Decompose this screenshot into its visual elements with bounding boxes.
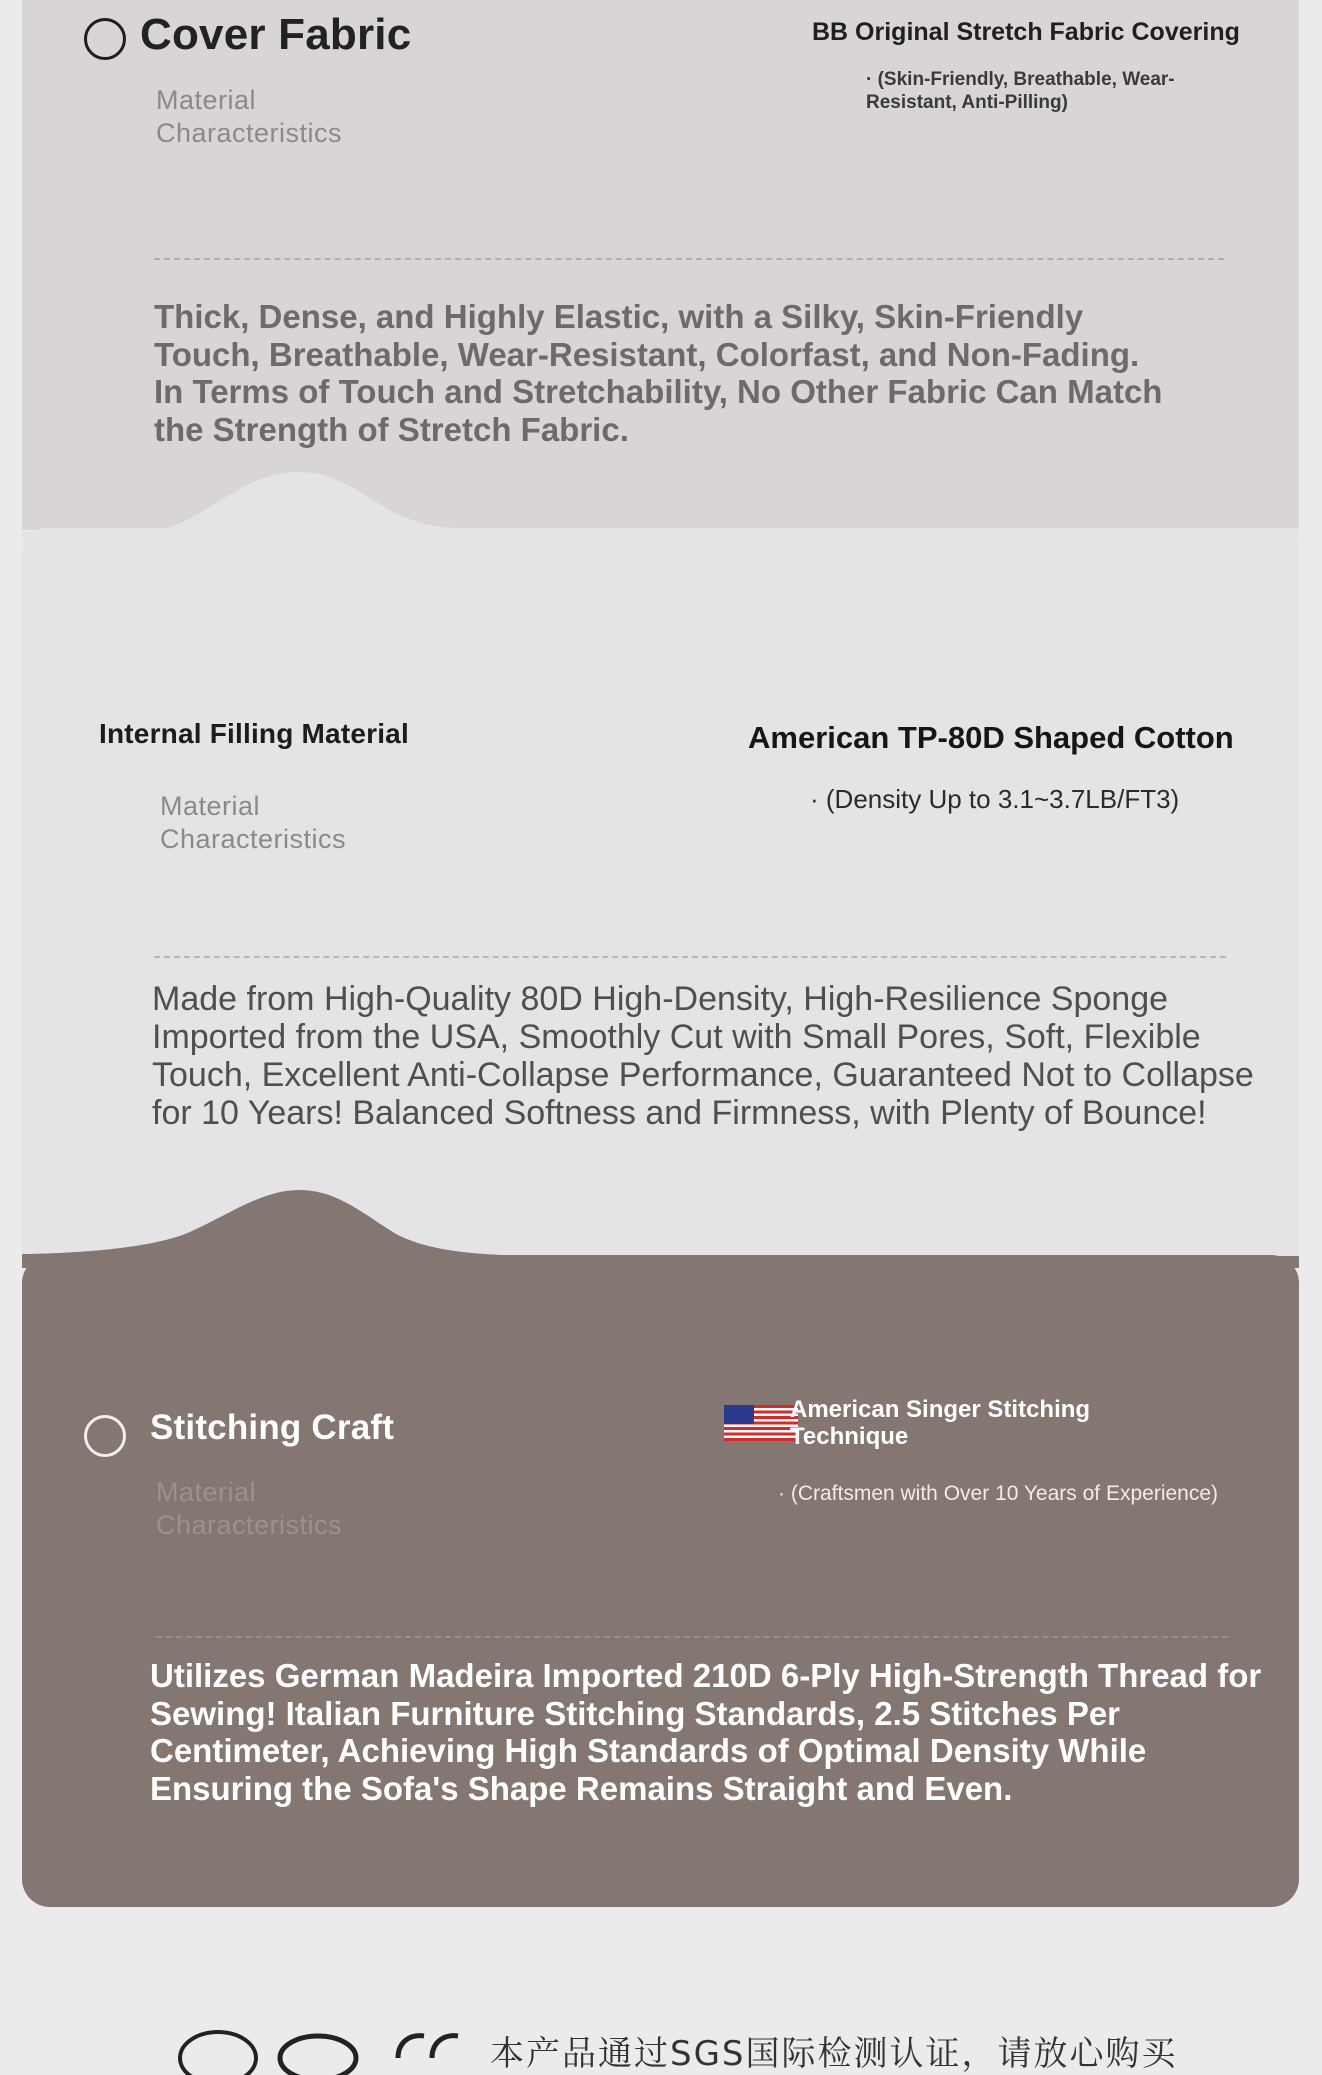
dashed-divider (154, 956, 1226, 958)
stitching-craft-description: Utilizes German Madeira Imported 210D 6-Ply High-Strength Thread for Sewing! Italian Furniture Stitching Standards, 2.5 Stitches Per Centimeter, Achieving High Standards of Optimal Density While Ensuring the Sofa's Shape Remains Straight and Even. (150, 1657, 1262, 1807)
material-characteristics-label: Material Characteristics (156, 85, 343, 148)
certification-text: 本产品通过SGS国际检测认证，请放心购买 (490, 2034, 1178, 2074)
radio-circle-icon (84, 18, 126, 60)
internal-filling-note: · (Density Up to 3.1~3.7LB/FT3) (810, 784, 1180, 814)
cover-fabric-description: Thick, Dense, and Highly Elastic, with a Silky, Skin-Friendly Touch, Breathable, Wear-Resistant, Colorfast, and Non-Fading. In Terms of Touch and Stretchability, No Other Fabric Can Match the Strength of Stretch Fabric. (154, 298, 1163, 448)
section-title-internal-filling: Internal Filling Material (99, 718, 409, 749)
internal-filling-panel (22, 528, 1299, 1258)
certification-logos-icon (178, 2028, 478, 2058)
us-flag-icon (724, 1405, 798, 1441)
material-characteristics-label: Material Characteristics (160, 791, 347, 854)
radio-circle-icon (84, 1415, 126, 1457)
material-characteristics-label: Material Characteristics (156, 1477, 343, 1540)
cover-fabric-note: · (Skin-Friendly, Breathable, Wear-Resistant, Anti-Pilling) (866, 69, 1175, 113)
stitching-technique-note: · (Craftsmen with Over 10 Years of Experience) (778, 1482, 1219, 1505)
section-title-cover-fabric: Cover Fabric (140, 10, 412, 59)
section-title-stitching-craft: Stitching Craft (150, 1408, 395, 1447)
dashed-divider (156, 1636, 1228, 1638)
dashed-divider (154, 258, 1224, 260)
internal-filling-description: Made from High-Quality 80D High-Density, High-Resilience Sponge Imported from the USA, Smoothly Cut with Small Pores, Soft, Flexible Touch, Excellent Anti-Collapse Performance, Guaranteed Not to Collapse for 10 Years! Balanced Softness and Firmness, with Plenty of Bounce! (152, 980, 1254, 1132)
internal-filling-name: American TP-80D Shaped Cotton (748, 720, 1234, 755)
stitching-technique-name: American Singer Stitching Technique (790, 1396, 1091, 1450)
stitching-craft-panel (22, 1255, 1299, 1907)
cover-fabric-name: BB Original Stretch Fabric Covering (812, 18, 1240, 46)
